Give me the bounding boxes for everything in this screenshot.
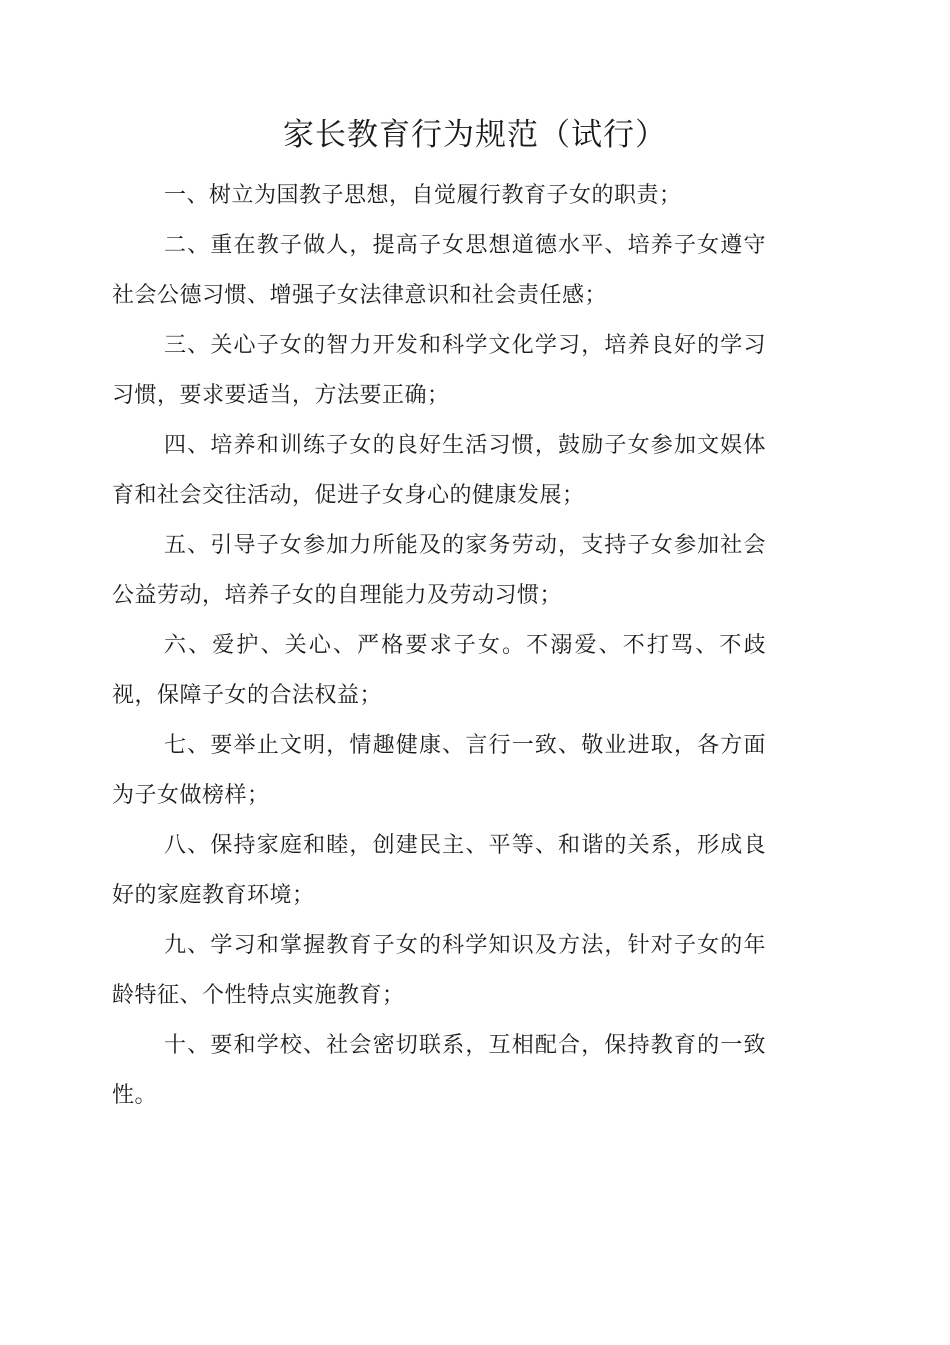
rule-item-4: 四、培养和训练子女的良好生活习惯，鼓励子女参加文娱体育和社会交往活动，促进子女身心的健康发展； [112, 433, 766, 508]
rule-item-2: 二、重在教子做人，提高子女思想道德水平、培养子女遵守社会公德习惯、增强子女法律意识和社会责任感； [112, 233, 766, 308]
rule-item-9: 九、学习和掌握教育子女的科学知识及方法，针对子女的年龄特征、个性特点实施教育； [112, 933, 766, 1008]
rule-item-7: 七、要举止文明，情趣健康、言行一致、敬业进取，各方面为子女做榜样； [112, 733, 766, 808]
document-body [112, 171, 766, 1121]
rule-item-5: 五、引导子女参加力所能及的家务劳动，支持子女参加社会公益劳动，培养子女的自理能力及劳动习惯； [112, 533, 766, 608]
rule-item-10: 十、要和学校、社会密切联系，互相配合，保持教育的一致性。 [112, 1033, 766, 1108]
rule-item-6: 六、爱护、关心、严格要求子女。不溺爱、不打骂、不歧视，保障子女的合法权益； [112, 633, 766, 708]
rule-item-8: 八、保持家庭和睦，创建民主、平等、和谐的关系，形成良好的家庭教育环境； [112, 833, 766, 908]
document-title: 家长教育行为规范（试行） [283, 117, 667, 153]
rule-item-3: 三、关心子女的智力开发和科学文化学习，培养良好的学习习惯，要求要适当，方法要正确； [112, 333, 766, 408]
rule-item-1: 一、树立为国教子思想，自觉履行教育子女的职责； [164, 183, 682, 208]
